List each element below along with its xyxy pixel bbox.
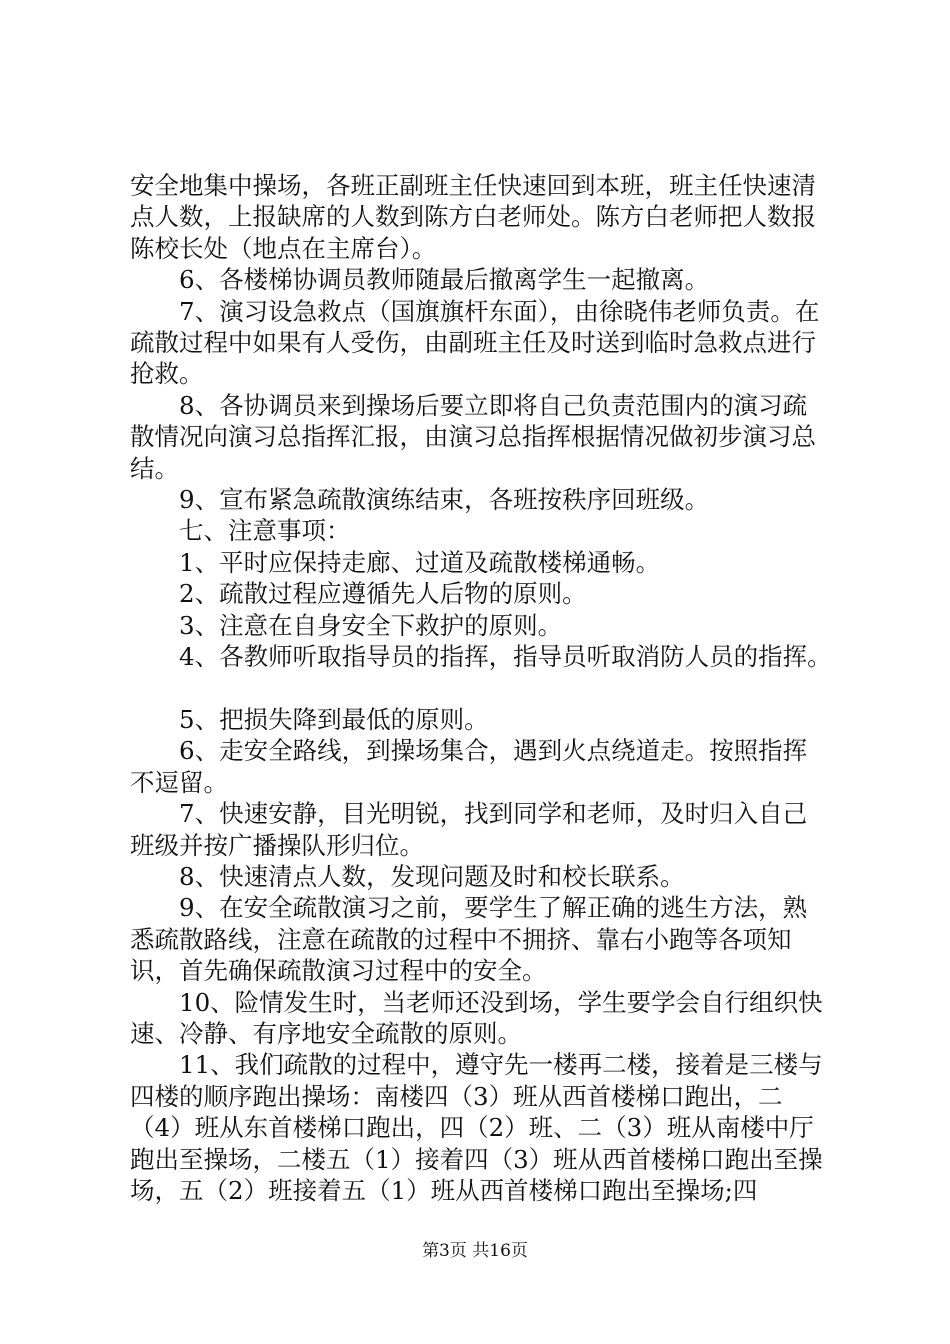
note-item-4: 4、各教师听取指导员的指挥，指导员听取消防人员的指挥。 xyxy=(179,642,832,672)
note-item-3: 3、注意在自身安全下救护的原则。 xyxy=(179,610,563,640)
paragraph-item-9-end-drill: 9、宣布紧急疏散演练结束，各班按秩序回班级。 xyxy=(179,485,710,515)
note-item-10: 10、险情发生时，当老师还没到场，学生要学会自行组织快速、冷静、有序地安全疏散的原则。 xyxy=(130,987,823,1048)
note-item-6: 6、走安全路线，到操场集合，遇到火点绕道走。按照指挥不逗留。 xyxy=(130,736,808,797)
note-item-9: 9、在安全疏散演习之前，要学生了解正确的逃生方法，熟悉疏散路线，注意在疏散的过程中不拥挤、靠右小跑等各项知识，首先确保疏散演习过程中的安全。 xyxy=(130,893,808,986)
page-footer: 第3页 共16页 xyxy=(422,1241,528,1261)
paragraph-item-8-report: 8、各协调员来到操场后要立即将自己负责范围内的演习疏散情况向演习总指挥汇报，由演习总指挥根据情况做初步演习总结。 xyxy=(130,390,816,483)
note-item-7: 7、快速安静，目光明锐，找到同学和老师，及时归入自己班级并按广播操队形归位。 xyxy=(130,799,808,860)
note-item-5: 5、把损失降到最低的原则。 xyxy=(179,704,489,734)
note-item-1: 1、平时应保持走廊、过道及疏散楼梯通畅。 xyxy=(179,547,661,577)
paragraph-item-6-stair-coordinators: 6、各楼梯协调员教师随最后撤离学生一起撤离。 xyxy=(179,265,710,295)
note-item-11: 11、我们疏散的过程中，遵守先一楼再二楼，接着是三楼与四楼的顺序跑出操场：南楼四（3）班从西首楼梯口跑出，二（4）班从东首楼梯口跑出，四（2）班、二（3）班从南楼中厅跑出至操场，二楼五（1）接着四（3）班从西首楼梯口跑出至操场，五（2）班接着五（1）班从西首楼梯口跑出至操场;四 xyxy=(130,1050,823,1205)
section-heading-notes: 七、注意事项： xyxy=(179,516,351,546)
note-item-8: 8、快速清点人数，发现问题及时和校长联系。 xyxy=(179,861,685,891)
paragraph-continuation: 安全地集中操场，各班正副班主任快速回到本班，班主任快速清点人数，上报缺席的人数到陈方白老师处。陈方白老师把人数报陈校长处（地点在主席台）。 xyxy=(130,171,816,263)
paragraph-item-7-first-aid: 7、演习设急救点（国旗旗杆东面），由徐晓伟老师负责。在疏散过程中如果有人受伤，由副班主任及时送到临时急救点进行抢救。 xyxy=(130,296,820,389)
document-body xyxy=(130,170,830,1206)
blank-line xyxy=(130,673,830,704)
note-item-2: 2、疏散过程应遵循先人后物的原则。 xyxy=(179,579,587,609)
